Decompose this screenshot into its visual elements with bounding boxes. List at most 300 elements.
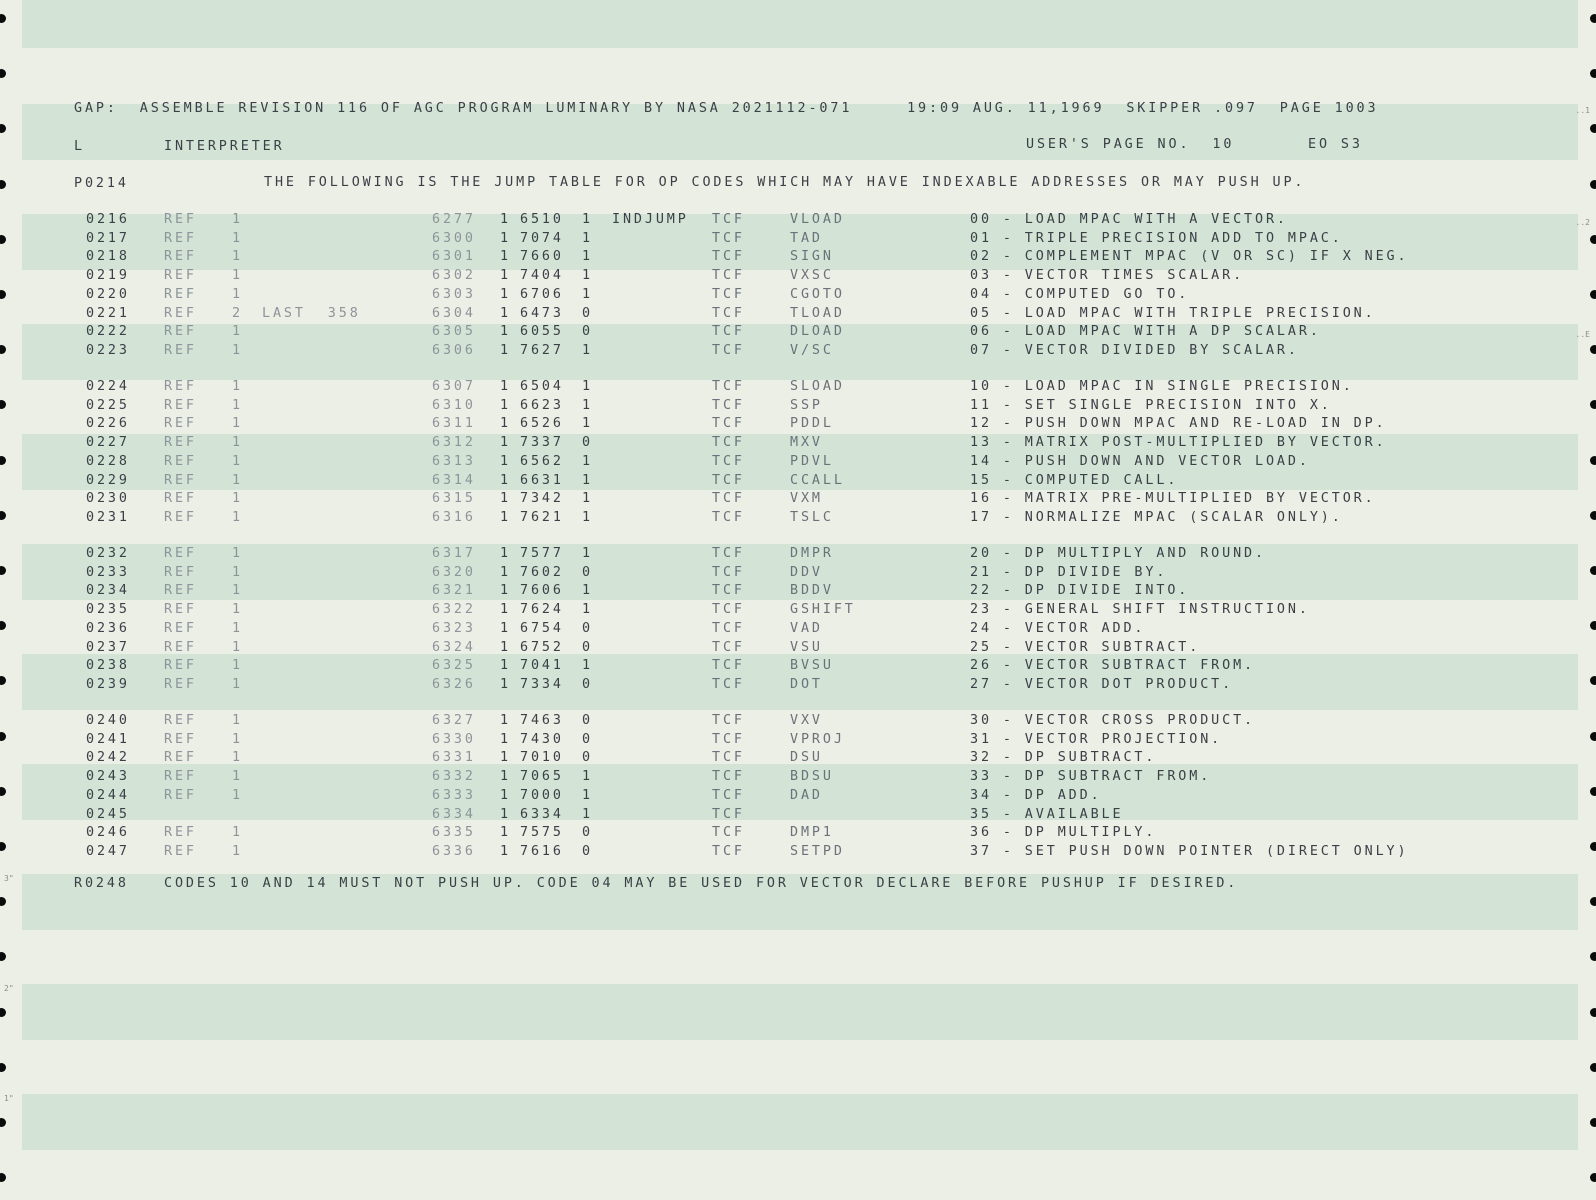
cell-parity-bit: 0 [582, 564, 593, 580]
cell-card-number: 0229 [86, 472, 130, 488]
cell-parity-bit: 1 [582, 509, 593, 525]
cell-card-number: 0224 [86, 379, 130, 394]
cell-bank-digit: 1 [500, 787, 511, 803]
cell-ref-count: 1 [232, 769, 243, 785]
footer-card-number: R0248 [74, 876, 129, 891]
cell-address: 6324 [432, 639, 476, 655]
cell-parity-bit: 1 [582, 249, 593, 265]
cell-comment: 26 - VECTOR SUBTRACT FROM. [970, 658, 1256, 674]
feed-hole-icon [0, 732, 6, 741]
cell-comment: 13 - MATRIX POST-MULTIPLIED BY VECTOR. [970, 435, 1387, 451]
cell-ref-count: 1 [232, 750, 243, 766]
cell-ref-marker: REF [164, 787, 197, 803]
cell-bank-digit: 1 [500, 453, 511, 469]
cell-card-number: 0245 [86, 806, 130, 822]
feed-hole-icon [0, 897, 6, 906]
cell-operand: BVSU [790, 658, 834, 674]
cell-ref-marker: REF [164, 769, 197, 785]
cell-comment: 20 - DP MULTIPLY AND ROUND. [970, 546, 1266, 561]
cell-address: 6311 [432, 416, 476, 432]
users-page-number: USER'S PAGE NO. 10 [1026, 137, 1235, 152]
cell-ref-marker: REF [164, 379, 197, 394]
cell-bank-digit: 1 [500, 620, 511, 636]
cell-card-number: 0216 [86, 212, 130, 227]
cell-comment: 31 - VECTOR PROJECTION. [970, 731, 1223, 747]
feed-hole-icon [0, 180, 6, 189]
cell-comment: 21 - DP DIVIDE BY. [970, 564, 1168, 580]
cell-opcode: TCF [712, 731, 745, 747]
feed-hole-icon [0, 1063, 6, 1072]
cell-ref-count: 1 [232, 825, 243, 841]
cell-parity-bit: 0 [582, 731, 593, 747]
cell-card-number: 0217 [86, 230, 130, 246]
cell-comment: 32 - DP SUBTRACT. [970, 750, 1157, 766]
cell-operand: VAD [790, 620, 823, 636]
green-bar [22, 0, 1578, 48]
cell-ref-marker: REF [164, 416, 197, 432]
cell-last-ref: LAST 358 [262, 305, 361, 321]
cell-comment: 07 - VECTOR DIVIDED BY SCALAR. [970, 342, 1299, 358]
cell-ref-marker: REF [164, 286, 197, 302]
cell-comment: 00 - LOAD MPAC WITH A VECTOR. [970, 212, 1288, 227]
cell-address: 6313 [432, 453, 476, 469]
feed-hole-icon [1590, 456, 1596, 465]
cell-address: 6332 [432, 769, 476, 785]
cell-card-number: 0226 [86, 416, 130, 432]
cell-bank-digit: 1 [500, 731, 511, 747]
cell-ref-marker: REF [164, 564, 197, 580]
margin-mark: ..E [1575, 330, 1590, 339]
cell-card-number: 0241 [86, 731, 130, 747]
cell-ref-marker: REF [164, 602, 197, 618]
intro-remark: THE FOLLOWING IS THE JUMP TABLE FOR OP CODES WHICH MAY HAVE INDEXABLE ADDRESSES OR MAY PUSH UP. [264, 175, 1306, 190]
cell-bank-digit: 1 [500, 602, 511, 618]
cell-opcode: TCF [712, 602, 745, 618]
cell-card-number: 0236 [86, 620, 130, 636]
cell-ref-count: 1 [232, 230, 243, 246]
feed-hole-icon [1590, 511, 1596, 520]
feed-hole-icon [0, 787, 6, 796]
cell-card-number: 0233 [86, 564, 130, 580]
cell-octal-word: 7000 [520, 787, 564, 803]
cell-parity-bit: 1 [582, 230, 593, 246]
cell-operand: DLOAD [790, 324, 845, 340]
cell-parity-bit: 1 [582, 583, 593, 599]
cell-address: 6315 [432, 491, 476, 507]
cell-opcode: TCF [712, 806, 745, 822]
cell-bank-digit: 1 [500, 806, 511, 822]
cell-octal-word: 7621 [520, 509, 564, 525]
cell-operand: VSU [790, 639, 823, 655]
cell-ref-count: 1 [232, 268, 243, 284]
feed-hole-icon [1590, 787, 1596, 796]
log-letter: L [74, 139, 85, 154]
section-title: INTERPRETER [164, 139, 285, 154]
cell-card-number: 0243 [86, 769, 130, 785]
cell-bank-digit: 1 [500, 342, 511, 358]
cell-ref-marker: REF [164, 453, 197, 469]
cell-opcode: TCF [712, 620, 745, 636]
feed-hole-icon [1590, 566, 1596, 575]
cell-opcode: TCF [712, 509, 745, 525]
cell-octal-word: 6510 [520, 212, 564, 227]
cell-parity-bit: 1 [582, 453, 593, 469]
cell-address: 6312 [432, 435, 476, 451]
cell-card-number: 0219 [86, 268, 130, 284]
cell-operand: SETPD [790, 843, 845, 859]
cell-card-number: 0239 [86, 676, 130, 692]
feed-hole-icon [0, 290, 6, 299]
cell-card-number: 0221 [86, 305, 130, 321]
cell-address: 6301 [432, 249, 476, 265]
cell-bank-digit: 1 [500, 509, 511, 525]
cell-opcode: TCF [712, 564, 745, 580]
feed-hole-icon [1590, 732, 1596, 741]
cell-comment: 03 - VECTOR TIMES SCALAR. [970, 268, 1245, 284]
cell-octal-word: 7627 [520, 342, 564, 358]
cell-address: 6317 [432, 546, 476, 561]
cell-parity-bit: 1 [582, 286, 593, 302]
cell-comment: 01 - TRIPLE PRECISION ADD TO MPAC. [970, 230, 1343, 246]
cell-comment: 25 - VECTOR SUBTRACT. [970, 639, 1201, 655]
feed-hole-icon [1590, 400, 1596, 409]
cell-operand: CCALL [790, 472, 845, 488]
cell-bank-digit: 1 [500, 769, 511, 785]
cell-operand: VXM [790, 491, 823, 507]
feed-hole-icon [0, 14, 6, 23]
feed-hole-icon [0, 676, 6, 685]
cell-opcode: TCF [712, 583, 745, 599]
cell-opcode: TCF [712, 268, 745, 284]
cell-octal-word: 7624 [520, 602, 564, 618]
cell-octal-word: 6473 [520, 305, 564, 321]
cell-comment: 27 - VECTOR DOT PRODUCT. [970, 676, 1234, 692]
cell-operand: V/SC [790, 342, 834, 358]
cell-ref-count: 1 [232, 676, 243, 692]
cell-octal-word: 6562 [520, 453, 564, 469]
cell-octal-word: 7342 [520, 491, 564, 507]
cell-card-number: 0227 [86, 435, 130, 451]
cell-opcode: TCF [712, 658, 745, 674]
feed-hole-icon [1590, 676, 1596, 685]
feed-hole-icon [0, 400, 6, 409]
cell-ref-marker: REF [164, 491, 197, 507]
cell-ref-count: 1 [232, 212, 243, 227]
cell-ref-count: 1 [232, 602, 243, 618]
cell-ref-marker: REF [164, 212, 197, 227]
cell-operand: DMP1 [790, 825, 834, 841]
cell-bank-digit: 1 [500, 843, 511, 859]
cell-bank-digit: 1 [500, 491, 511, 507]
cell-ref-marker: REF [164, 342, 197, 358]
cell-card-number: 0242 [86, 750, 130, 766]
cell-ref-marker: REF [164, 676, 197, 692]
cell-opcode: TCF [712, 416, 745, 432]
cell-address: 6310 [432, 397, 476, 413]
cell-parity-bit: 0 [582, 676, 593, 692]
cell-ref-count: 1 [232, 249, 243, 265]
cell-bank-digit: 1 [500, 639, 511, 655]
cell-ref-count: 1 [232, 546, 243, 561]
cell-card-number: 0218 [86, 249, 130, 265]
cell-ref-count: 1 [232, 472, 243, 488]
cell-octal-word: 7010 [520, 750, 564, 766]
ruler-mark-3: 3" [4, 874, 14, 883]
cell-opcode: TCF [712, 249, 745, 265]
cell-operand: PDVL [790, 453, 834, 469]
cell-bank-digit: 1 [500, 825, 511, 841]
cell-comment: 16 - MATRIX PRE-MULTIPLIED BY VECTOR. [970, 491, 1376, 507]
cell-bank-digit: 1 [500, 472, 511, 488]
cell-octal-word: 6631 [520, 472, 564, 488]
feed-hole-icon [0, 566, 6, 575]
cell-bank-digit: 1 [500, 230, 511, 246]
margin-mark: ..2 [1575, 218, 1590, 227]
cell-ref-marker: REF [164, 583, 197, 599]
cell-opcode: TCF [712, 713, 745, 728]
cell-card-number: 0237 [86, 639, 130, 655]
cell-ref-count: 1 [232, 787, 243, 803]
cell-comment: 02 - COMPLEMENT MPAC (V OR SC) IF X NEG. [970, 249, 1409, 265]
cell-operand: TAD [790, 230, 823, 246]
cell-ref-count: 1 [232, 731, 243, 747]
cell-address: 6333 [432, 787, 476, 803]
feed-hole-icon [1590, 180, 1596, 189]
cell-bank-digit: 1 [500, 416, 511, 432]
cell-operand: DOT [790, 676, 823, 692]
cell-bank-digit: 1 [500, 268, 511, 284]
cell-opcode: TCF [712, 787, 745, 803]
cell-parity-bit: 1 [582, 342, 593, 358]
cell-card-number: 0231 [86, 509, 130, 525]
cell-operand: BDDV [790, 583, 834, 599]
cell-address: 6327 [432, 713, 476, 728]
cell-card-number: 0247 [86, 843, 130, 859]
cell-bank-digit: 1 [500, 249, 511, 265]
cell-opcode: TCF [712, 491, 745, 507]
cell-ref-count: 1 [232, 713, 243, 728]
cell-comment: 14 - PUSH DOWN AND VECTOR LOAD. [970, 453, 1310, 469]
cell-ref-count: 1 [232, 509, 243, 525]
cell-parity-bit: 1 [582, 397, 593, 413]
cell-octal-word: 6526 [520, 416, 564, 432]
feed-hole-icon [0, 952, 6, 961]
cell-octal-word: 6623 [520, 397, 564, 413]
cell-parity-bit: 1 [582, 491, 593, 507]
cell-operand: DDV [790, 564, 823, 580]
cell-parity-bit: 0 [582, 435, 593, 451]
cell-operand: CGOTO [790, 286, 845, 302]
cell-parity-bit: 0 [582, 750, 593, 766]
cell-opcode: TCF [712, 843, 745, 859]
cell-ref-count: 1 [232, 658, 243, 674]
cell-operand: PDDL [790, 416, 834, 432]
cell-octal-word: 7430 [520, 731, 564, 747]
cell-ref-count: 1 [232, 491, 243, 507]
cell-octal-word: 6754 [520, 620, 564, 636]
cell-address: 6316 [432, 509, 476, 525]
cell-octal-word: 6752 [520, 639, 564, 655]
cell-ref-marker: REF [164, 249, 197, 265]
cell-parity-bit: 0 [582, 639, 593, 655]
cell-comment: 10 - LOAD MPAC IN SINGLE PRECISION. [970, 379, 1354, 394]
cell-bank-digit: 1 [500, 564, 511, 580]
cell-octal-word: 6706 [520, 286, 564, 302]
feed-hole-icon [0, 456, 6, 465]
cell-octal-word: 7577 [520, 546, 564, 561]
cell-bank-digit: 1 [500, 546, 511, 561]
cell-comment: 04 - COMPUTED GO TO. [970, 286, 1190, 302]
cell-address: 6330 [432, 731, 476, 747]
cell-operand: DAD [790, 787, 823, 803]
cell-address: 6336 [432, 843, 476, 859]
cell-parity-bit: 1 [582, 787, 593, 803]
cell-comment: 12 - PUSH DOWN MPAC AND RE-LOAD IN DP. [970, 416, 1387, 432]
cell-opcode: TCF [712, 230, 745, 246]
cell-ref-marker: REF [164, 620, 197, 636]
feed-hole-icon [1590, 1173, 1596, 1182]
cell-parity-bit: 1 [582, 379, 593, 394]
cell-ref-count: 1 [232, 416, 243, 432]
cell-parity-bit: 1 [582, 268, 593, 284]
cell-address: 6331 [432, 750, 476, 766]
feed-hole-icon [1590, 897, 1596, 906]
cell-ref-count: 1 [232, 379, 243, 394]
cell-ref-marker: REF [164, 230, 197, 246]
cell-bank-digit: 1 [500, 286, 511, 302]
feed-hole-icon [1590, 952, 1596, 961]
cell-opcode: TCF [712, 453, 745, 469]
cell-parity-bit: 0 [582, 825, 593, 841]
cell-card-number: 0244 [86, 787, 130, 803]
feed-hole-icon [1590, 69, 1596, 78]
cell-parity-bit: 1 [582, 602, 593, 618]
feed-hole-icon [0, 511, 6, 520]
cell-bank-digit: 1 [500, 397, 511, 413]
eos-marker: EO S3 [1308, 137, 1363, 152]
cell-address: 6300 [432, 230, 476, 246]
cell-ref-marker: REF [164, 509, 197, 525]
cell-bank-digit: 1 [500, 713, 511, 728]
cell-card-number: 0240 [86, 713, 130, 728]
feed-hole-icon [1590, 235, 1596, 244]
cell-comment: 30 - VECTOR CROSS PRODUCT. [970, 713, 1256, 728]
feed-hole-icon [0, 1008, 6, 1017]
cell-ref-count: 1 [232, 286, 243, 302]
cell-comment: 36 - DP MULTIPLY. [970, 825, 1157, 841]
cell-bank-digit: 1 [500, 583, 511, 599]
cell-card-number: 0234 [86, 583, 130, 599]
cell-opcode: TCF [712, 435, 745, 451]
cell-address: 6306 [432, 342, 476, 358]
cell-comment: 35 - AVAILABLE [970, 806, 1124, 822]
cell-address: 6303 [432, 286, 476, 302]
cell-parity-bit: 0 [582, 843, 593, 859]
cell-bank-digit: 1 [500, 212, 511, 227]
cell-ref-count: 1 [232, 453, 243, 469]
cell-card-number: 0222 [86, 324, 130, 340]
cell-address: 6307 [432, 379, 476, 394]
feed-hole-icon [1590, 290, 1596, 299]
cell-ref-marker: REF [164, 472, 197, 488]
cell-octal-word: 7334 [520, 676, 564, 692]
cell-opcode: TCF [712, 212, 745, 227]
cell-bank-digit: 1 [500, 750, 511, 766]
cell-ref-count: 1 [232, 397, 243, 413]
cell-parity-bit: 1 [582, 769, 593, 785]
cell-address: 6305 [432, 324, 476, 340]
ruler-mark-2: 2" [4, 984, 14, 993]
cell-bank-digit: 1 [500, 379, 511, 394]
feed-hole-icon [0, 1173, 6, 1182]
cell-location-label: INDJUMP [612, 212, 689, 227]
cell-comment: 17 - NORMALIZE MPAC (SCALAR ONLY). [970, 509, 1343, 525]
cell-comment: 22 - DP DIVIDE INTO. [970, 583, 1190, 599]
cell-operand: MXV [790, 435, 823, 451]
cell-octal-word: 7337 [520, 435, 564, 451]
cell-operand: BDSU [790, 769, 834, 785]
green-bar [22, 984, 1578, 1040]
cell-octal-word: 7575 [520, 825, 564, 841]
cell-octal-word: 7404 [520, 268, 564, 284]
cell-ref-count: 1 [232, 620, 243, 636]
cell-ref-marker: REF [164, 825, 197, 841]
cell-operand: VXSC [790, 268, 834, 284]
cell-card-number: 0230 [86, 491, 130, 507]
cell-operand: TSLC [790, 509, 834, 525]
cell-comment: 33 - DP SUBTRACT FROM. [970, 769, 1212, 785]
cell-ref-marker: REF [164, 397, 197, 413]
cell-parity-bit: 0 [582, 324, 593, 340]
feed-hole-icon [1590, 842, 1596, 851]
feed-hole-icon [1590, 1008, 1596, 1017]
cell-ref-count: 1 [232, 583, 243, 599]
cell-bank-digit: 1 [500, 435, 511, 451]
cell-octal-word: 7606 [520, 583, 564, 599]
cell-operand: TLOAD [790, 305, 845, 321]
cell-operand: DSU [790, 750, 823, 766]
ruler-mark-1: 1" [4, 1094, 14, 1103]
cell-bank-digit: 1 [500, 305, 511, 321]
cell-card-number: 0223 [86, 342, 130, 358]
cell-ref-marker: REF [164, 750, 197, 766]
cell-parity-bit: 0 [582, 620, 593, 636]
cell-card-number: 0232 [86, 546, 130, 561]
cell-address: 6322 [432, 602, 476, 618]
cell-comment: 06 - LOAD MPAC WITH A DP SCALAR. [970, 324, 1321, 340]
cell-octal-word: 7065 [520, 769, 564, 785]
cell-card-number: 0246 [86, 825, 130, 841]
cell-parity-bit: 1 [582, 546, 593, 561]
cell-octal-word: 7463 [520, 713, 564, 728]
cell-address: 6314 [432, 472, 476, 488]
cell-parity-bit: 1 [582, 416, 593, 432]
cell-opcode: TCF [712, 305, 745, 321]
cell-ref-marker: REF [164, 305, 197, 321]
feed-hole-icon [0, 621, 6, 630]
cell-ref-count: 2 [232, 305, 243, 321]
cell-operand: SSP [790, 397, 823, 413]
feed-hole-icon [1590, 124, 1596, 133]
cell-opcode: TCF [712, 342, 745, 358]
intro-card-number: P0214 [74, 176, 129, 191]
feed-hole-icon [1590, 1118, 1596, 1127]
cell-opcode: TCF [712, 379, 745, 394]
cell-octal-word: 7660 [520, 249, 564, 265]
cell-comment: 37 - SET PUSH DOWN POINTER (DIRECT ONLY) [970, 843, 1409, 859]
cell-operand: SIGN [790, 249, 834, 265]
cell-card-number: 0228 [86, 453, 130, 469]
